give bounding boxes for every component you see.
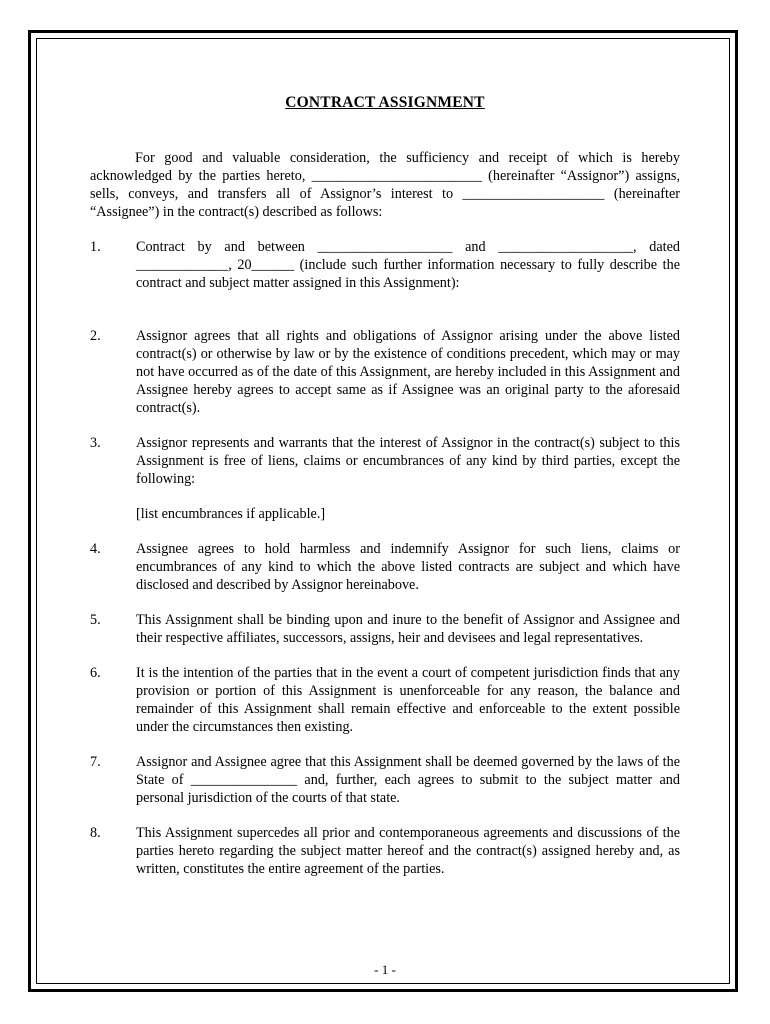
encumbrance-note: [list encumbrances if applicable.] [136,506,326,522]
clause-number: 4. [90,541,101,557]
clause-text: This Assignment shall be binding upon and inure to the benefit of Assignor and Assignee and their respective affiliates, successors, assigns, heir and devisees and legal representatives. [136,612,680,646]
clause-6 [90,664,680,736]
clause-2 [90,327,680,417]
clause-text: Assignee agrees to hold harmless and indemnify Assignor for such liens, claims or encumbrances of any kind to which the above listed contracts are subject and which have disclosed and described by Assignor hereinabove. [136,541,680,593]
clause-1 [90,238,680,292]
clause-3 [90,434,680,488]
clause-text: Assignor represents and warrants that the interest of Assignor in the contract(s) subject to this Assignment is free of liens, claims or encumbrances of any kind by third parties, except the following: [136,435,680,487]
clause-number: 5. [90,612,101,628]
clause-text: This Assignment supercedes all prior and contemporaneous agreements and discussions of the parties hereto regarding the subject matter hereof and the contract(s) assigned hereby and, as written, constitutes the entire agreement of the parties. [136,825,680,877]
intro-paragraph: For good and valuable consideration, the sufficiency and receipt of which is hereby acknowledged by the parties hereto, ________________________ (hereinafter “Assignor”) assigns, sells, conveys, and transfers all of Assignor’s interest to ____________________ (hereinafter “Assignee”) in the contract(s) described as follows: [90,150,680,220]
clause-number: 2. [90,328,101,344]
clause-text: Assignor and Assignee agree that this Assignment shall be deemed governed by the laws of the State of _______________ and, further, each agrees to submit to the subject matter and personal jurisdiction of the courts of that state. [136,754,680,806]
document-title: CONTRACT ASSIGNMENT [285,94,485,111]
page-number: - 1 - [374,962,396,977]
clause-4 [90,540,680,594]
clause-number: 7. [90,754,101,770]
clause-text: Assignor agrees that all rights and obligations of Assignor arising under the above listed contract(s) or otherwise by law or by the existence of conditions precedent, which may or may not have occurred as of the date of this Assignment, are hereby included in this Assignment and Assignee hereby agrees to accept same as if Assignee was an original party to the aforesaid contract(s). [136,328,680,416]
clause-number: 6. [90,665,101,681]
clause-text: It is the intention of the parties that in the event a court of competent jurisdiction finds that any provision or portion of this Assignment is unenforceable for any reason, the balance and remainder of this Assignment shall remain effective and enforceable to the extent possible under the circumstances then existing. [136,665,680,735]
clause-number: 1. [90,239,101,255]
clause-5 [90,611,680,647]
clause-8 [90,824,680,878]
clause-text: Contract by and between ___________________ and ___________________, dated _____________, 20______ (include such further information necessary to fully describe the contract and subject matter assigned in this Assignment): [136,239,680,291]
document-body [90,149,680,895]
clause-number: 3. [90,435,101,451]
clause-7 [90,753,680,807]
clause-number: 8. [90,825,101,841]
